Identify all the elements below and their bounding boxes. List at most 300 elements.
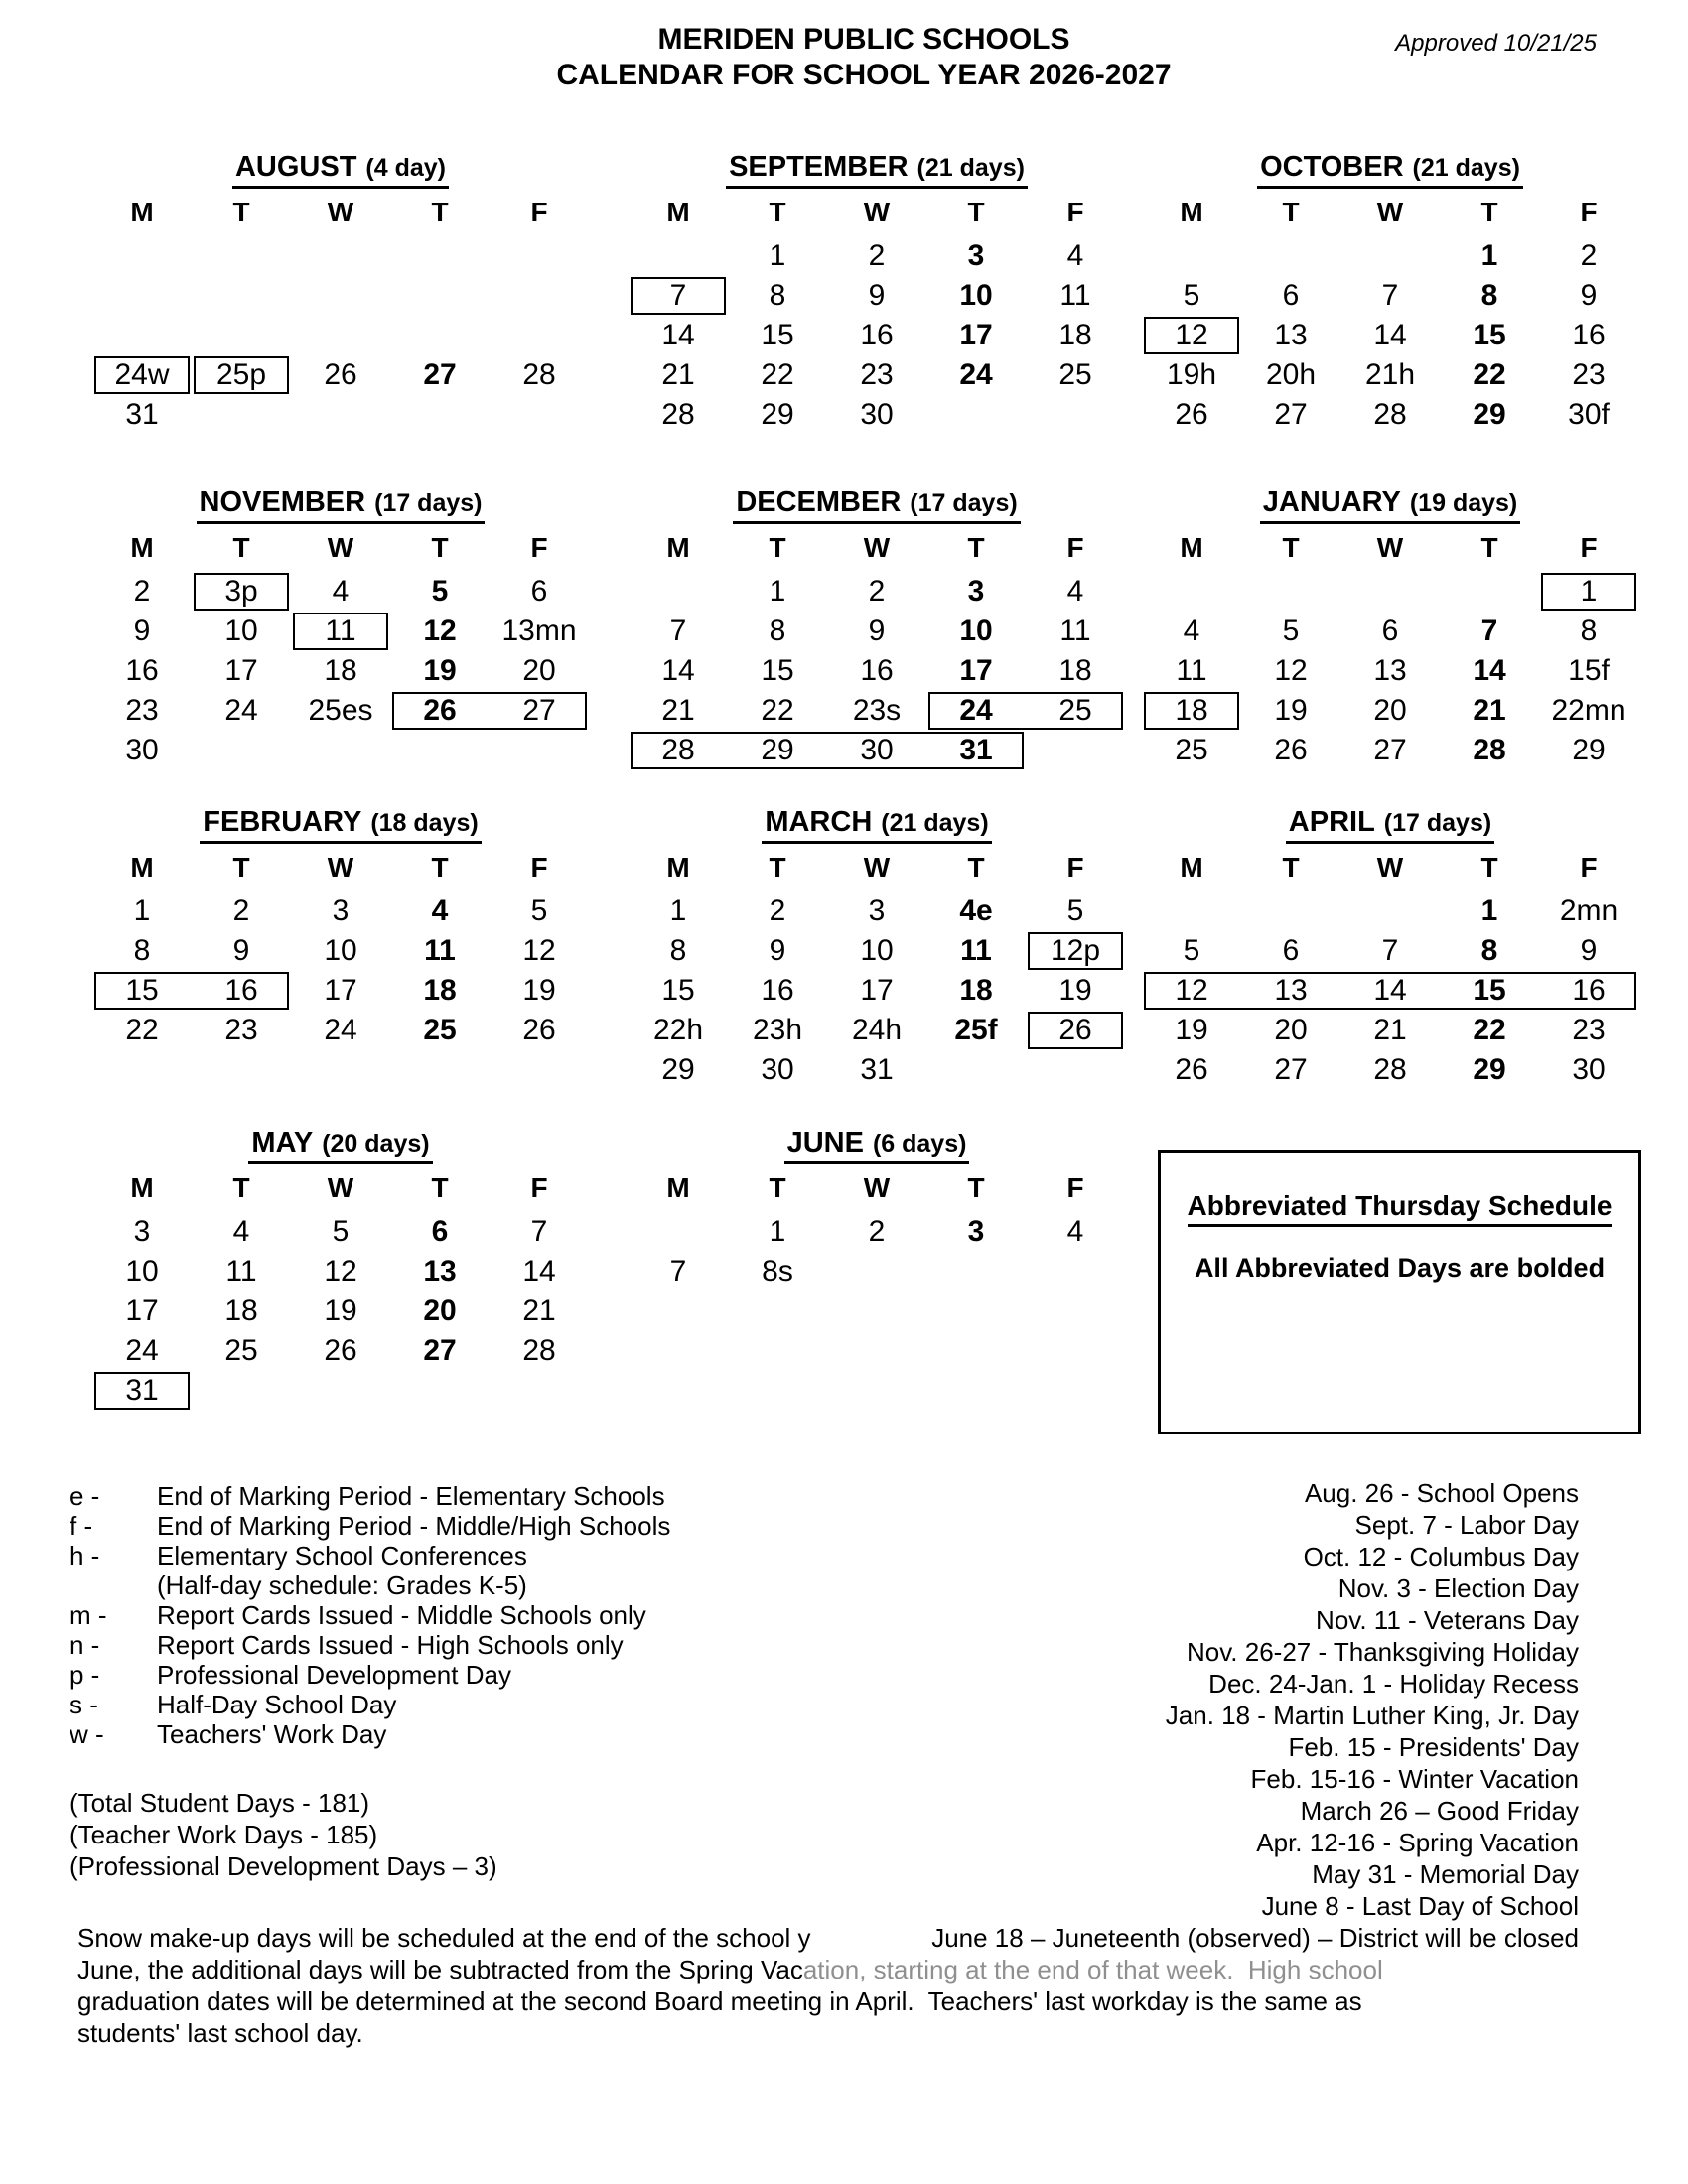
month-march xyxy=(629,806,1125,1090)
weekday-label: F xyxy=(1580,532,1598,563)
key-date-line: May 31 - Memorial Day xyxy=(1312,1859,1579,1889)
date-cell: 24 xyxy=(125,1334,159,1367)
legend-item xyxy=(70,1719,670,1749)
date-cell: 6 xyxy=(1381,614,1399,647)
key-date-line: March 26 – Good Friday xyxy=(1300,1796,1579,1826)
date-cell: 31 xyxy=(125,398,159,431)
date-cell: 23s xyxy=(852,694,902,727)
date-cell: 27 xyxy=(1274,398,1308,431)
date-cell: 17 xyxy=(959,319,993,351)
date-cell: 8 xyxy=(669,934,687,967)
date-cell: 29 xyxy=(1572,734,1606,766)
month-date-grid xyxy=(629,891,1125,1090)
date-cell: 13 xyxy=(423,1255,457,1288)
date-cell: 24h xyxy=(851,1014,903,1046)
weekday-label: W xyxy=(327,532,354,563)
date-cell: 22h xyxy=(652,1014,704,1046)
month-title xyxy=(1142,151,1638,195)
date-cell: 12 xyxy=(1175,319,1208,351)
weekday-label: M xyxy=(1180,532,1203,563)
date-cell: 24 xyxy=(959,358,993,391)
legend-item xyxy=(70,1660,670,1690)
legend-symbol: p - xyxy=(70,1660,100,1690)
date-cell: 11 xyxy=(1059,279,1091,312)
date-cell: 14 xyxy=(1373,319,1407,351)
month-date-grid xyxy=(629,1212,1125,1292)
weekday-label: T xyxy=(1480,197,1498,227)
date-cell: 8 xyxy=(1580,614,1598,647)
date-cell xyxy=(390,1371,490,1411)
date-cell: 21 xyxy=(661,358,695,391)
key-date-line: Feb. 15-16 - Winter Vacation xyxy=(1250,1764,1579,1794)
date-cell: 15 xyxy=(1473,319,1506,351)
date-cell xyxy=(92,236,192,276)
date-cell: 10 xyxy=(959,614,993,647)
weekday-label: W xyxy=(327,1172,354,1203)
date-cell: 15 xyxy=(1473,974,1506,1007)
date-cell: 19 xyxy=(1274,694,1308,727)
date-cell: 25 xyxy=(1058,358,1092,391)
key-date-line: June 18 – Juneteenth (observed) – District will be closed xyxy=(915,1922,1579,1954)
date-cell: 31 xyxy=(125,1374,159,1407)
weekday-label: T xyxy=(967,532,985,563)
date-cell: 25es xyxy=(308,694,373,727)
date-cell: 10 xyxy=(125,1255,159,1288)
date-cell: 13 xyxy=(1274,974,1308,1007)
date-cell: 15 xyxy=(761,654,794,687)
date-cell xyxy=(490,236,589,276)
date-cell: 28 xyxy=(1373,398,1407,431)
date-cell: 18 xyxy=(1058,654,1092,687)
highlight-box xyxy=(928,692,1123,730)
weekday-label: F xyxy=(530,532,548,563)
date-cell xyxy=(490,276,589,316)
month-title xyxy=(1142,486,1638,530)
month-date-grid xyxy=(92,891,589,1050)
month-day-count: (17 days) xyxy=(910,489,1018,517)
abbreviated-schedule-box xyxy=(1158,1150,1641,1434)
totals-line: (Total Student Days - 181) xyxy=(70,1788,370,1818)
date-cell: 6 xyxy=(1282,279,1300,312)
date-cell: 3 xyxy=(332,894,350,927)
date-cell: 17 xyxy=(860,974,894,1007)
date-cell: 20 xyxy=(522,654,556,687)
date-cell: 9 xyxy=(133,614,151,647)
weekday-header-row xyxy=(1142,197,1638,230)
date-cell xyxy=(192,276,291,316)
month-june xyxy=(629,1127,1125,1292)
weekday-label: T xyxy=(1480,852,1498,883)
weekday-label: F xyxy=(530,852,548,883)
date-cell: 8 xyxy=(133,934,151,967)
month-date-grid xyxy=(92,236,589,435)
weekday-header-row xyxy=(92,532,589,566)
date-cell: 28 xyxy=(661,734,695,766)
weekday-label: F xyxy=(530,197,548,227)
date-cell xyxy=(1026,731,1125,770)
date-cell: 28 xyxy=(1373,1053,1407,1086)
date-cell: 18 xyxy=(224,1295,258,1327)
date-cell: 11 xyxy=(424,934,456,967)
date-cell xyxy=(490,1371,589,1411)
weekday-label: M xyxy=(666,1172,690,1203)
paragraph-line-1: Snow make-up days will be scheduled at the end of the school y xyxy=(77,1923,811,1953)
date-cell: 16 xyxy=(860,654,894,687)
date-cell: 5 xyxy=(1183,279,1200,312)
weekday-label: F xyxy=(1066,532,1084,563)
date-cell: 30 xyxy=(1572,1053,1606,1086)
date-cell xyxy=(390,395,490,435)
date-cell: 22 xyxy=(1473,358,1506,391)
month-title xyxy=(629,486,1125,530)
highlight-box xyxy=(194,356,289,394)
date-cell: 26 xyxy=(1175,1053,1208,1086)
month-day-count: (20 days) xyxy=(322,1130,430,1158)
date-cell: 26 xyxy=(1175,398,1208,431)
date-cell: 21 xyxy=(522,1295,556,1327)
date-cell: 1 xyxy=(1580,575,1598,608)
date-cell: 24w xyxy=(114,358,170,391)
date-cell: 26 xyxy=(324,358,357,391)
month-name: SEPTEMBER xyxy=(729,151,909,183)
legend-item xyxy=(70,1541,670,1570)
date-cell: 28 xyxy=(661,398,695,431)
date-cell: 2 xyxy=(232,894,250,927)
date-cell: 15 xyxy=(125,974,159,1007)
date-cell: 28 xyxy=(522,1334,556,1367)
legend-description: Professional Development Day xyxy=(157,1660,511,1690)
month-title xyxy=(629,1127,1125,1170)
date-cell: 11 xyxy=(960,934,992,967)
date-cell xyxy=(291,731,390,770)
date-cell: 6 xyxy=(431,1215,449,1248)
date-cell: 18 xyxy=(1058,319,1092,351)
date-cell: 6 xyxy=(1282,934,1300,967)
date-cell: 4e xyxy=(959,894,993,927)
weekday-label: T xyxy=(232,852,250,883)
date-cell: 1 xyxy=(769,1215,786,1248)
weekday-label: T xyxy=(967,1172,985,1203)
weekday-label: W xyxy=(327,852,354,883)
weekday-header-row xyxy=(92,852,589,886)
date-cell: 27 xyxy=(522,694,556,727)
date-cell: 20 xyxy=(423,1295,457,1327)
weekday-label: T xyxy=(431,1172,449,1203)
date-cell xyxy=(1340,572,1440,612)
legend-item xyxy=(70,1600,670,1630)
date-cell xyxy=(390,731,490,770)
weekday-header-row xyxy=(92,197,589,230)
totals-line: (Teacher Work Days - 185) xyxy=(70,1820,378,1849)
date-cell: 17 xyxy=(324,974,357,1007)
date-cell: 18 xyxy=(1175,694,1208,727)
date-cell: 12 xyxy=(324,1255,357,1288)
date-cell: 7 xyxy=(669,614,687,647)
date-cell: 24 xyxy=(224,694,258,727)
date-cell: 9 xyxy=(1580,934,1598,967)
month-date-grid xyxy=(1142,891,1638,1090)
date-cell xyxy=(390,316,490,355)
date-cell: 25 xyxy=(423,1014,457,1046)
date-cell: 29 xyxy=(1473,1053,1506,1086)
weekday-label: F xyxy=(1066,852,1084,883)
month-day-count: (6 days) xyxy=(872,1130,967,1158)
date-cell: 4 xyxy=(431,894,449,927)
highlight-box xyxy=(1144,972,1636,1010)
date-cell: 16 xyxy=(224,974,258,1007)
date-cell: 26 xyxy=(1274,734,1308,766)
date-cell: 27 xyxy=(1373,734,1407,766)
legend-item xyxy=(70,1630,670,1660)
date-cell: 22mn xyxy=(1551,694,1626,727)
date-cell: 8 xyxy=(769,614,786,647)
weekday-label: T xyxy=(769,1172,786,1203)
legend-description: Elementary School Conferences xyxy=(157,1541,527,1570)
date-cell: 10 xyxy=(959,279,993,312)
date-cell: 4 xyxy=(232,1215,250,1248)
date-cell xyxy=(629,1212,728,1252)
date-cell: 6 xyxy=(530,575,548,608)
month-date-grid xyxy=(629,572,1125,770)
weekday-label: T xyxy=(769,532,786,563)
date-cell xyxy=(490,316,589,355)
date-cell: 30 xyxy=(860,734,894,766)
weekday-label: T xyxy=(1282,197,1300,227)
date-cell xyxy=(629,236,728,276)
date-cell: 9 xyxy=(868,614,886,647)
date-cell: 30 xyxy=(125,734,159,766)
date-cell: 5 xyxy=(530,894,548,927)
date-cell: 7 xyxy=(530,1215,548,1248)
weekday-label: M xyxy=(666,197,690,227)
weekday-label: W xyxy=(863,852,891,883)
date-cell: 2 xyxy=(868,575,886,608)
date-cell: 30 xyxy=(761,1053,794,1086)
month-date-grid xyxy=(1142,236,1638,435)
date-cell: 11 xyxy=(225,1255,257,1288)
highlight-box xyxy=(94,972,289,1010)
date-cell xyxy=(490,731,589,770)
month-february xyxy=(92,806,589,1050)
legend-item xyxy=(70,1481,670,1511)
date-cell: 27 xyxy=(423,1334,457,1367)
date-cell: 25p xyxy=(215,358,267,391)
weekday-label: T xyxy=(967,197,985,227)
date-cell: 26 xyxy=(522,1014,556,1046)
date-cell: 9 xyxy=(769,934,786,967)
date-cell: 22 xyxy=(761,694,794,727)
month-name: MAY xyxy=(251,1127,314,1159)
date-cell: 25 xyxy=(224,1334,258,1367)
date-cell: 4 xyxy=(1066,239,1084,272)
date-cell: 9 xyxy=(868,279,886,312)
date-cell: 19h xyxy=(1166,358,1217,391)
totals-line: (Professional Development Days – 3) xyxy=(70,1851,497,1881)
weekday-label: M xyxy=(130,1172,154,1203)
date-cell xyxy=(92,276,192,316)
date-cell: 25 xyxy=(1058,694,1092,727)
date-cell xyxy=(1142,572,1241,612)
date-cell: 15 xyxy=(761,319,794,351)
weekday-label: W xyxy=(863,1172,891,1203)
date-cell: 11 xyxy=(325,614,356,647)
legend-description: Report Cards Issued - Middle Schools only xyxy=(157,1600,646,1630)
date-cell: 18 xyxy=(959,974,993,1007)
weekday-label: F xyxy=(1066,197,1084,227)
highlight-box xyxy=(94,356,190,394)
date-cell xyxy=(1026,395,1125,435)
date-cell: 4 xyxy=(1066,575,1084,608)
weekday-header-row xyxy=(629,1172,1125,1206)
legend-description: Teachers' Work Day xyxy=(157,1719,387,1749)
weekday-label: M xyxy=(1180,852,1203,883)
date-cell xyxy=(390,276,490,316)
legend-symbol: e - xyxy=(70,1481,100,1511)
weekday-label: T xyxy=(431,852,449,883)
month-title xyxy=(92,486,589,530)
date-cell: 21h xyxy=(1364,358,1416,391)
month-title xyxy=(92,1127,589,1170)
weekday-label: T xyxy=(232,197,250,227)
weekday-header-row xyxy=(629,197,1125,230)
date-cell: 12 xyxy=(522,934,556,967)
date-cell: 2 xyxy=(868,239,886,272)
date-cell xyxy=(291,236,390,276)
date-cell: 8 xyxy=(769,279,786,312)
date-cell: 12 xyxy=(423,614,457,647)
key-date-line: Feb. 15 - Presidents' Day xyxy=(1288,1732,1579,1762)
highlight-box xyxy=(293,613,388,650)
date-cell: 1 xyxy=(769,239,786,272)
weekday-header-row xyxy=(1142,532,1638,566)
weekday-label: M xyxy=(130,852,154,883)
page-title-line1: MERIDEN PUBLIC SCHOOLS xyxy=(657,23,1070,56)
date-cell xyxy=(1142,891,1241,931)
date-cell: 5 xyxy=(1183,934,1200,967)
weekday-label: F xyxy=(1580,197,1598,227)
date-cell xyxy=(192,731,291,770)
highlight-box xyxy=(194,573,289,611)
date-cell: 2 xyxy=(868,1215,886,1248)
date-cell: 21 xyxy=(1473,694,1506,727)
highlight-box xyxy=(1144,692,1239,730)
paragraph-line-2: June, the additional days will be subtracted from the Spring Vacation, starting at the end of that week. High school xyxy=(77,1955,1383,1984)
month-name: NOVEMBER xyxy=(199,486,366,518)
date-cell: 11 xyxy=(1176,654,1207,687)
legend-symbol: s - xyxy=(70,1690,98,1719)
date-cell: 5 xyxy=(1066,894,1084,927)
legend-description: (Half-day schedule: Grades K-5) xyxy=(157,1570,527,1600)
date-cell xyxy=(1340,891,1440,931)
month-november xyxy=(92,486,589,770)
month-title xyxy=(92,151,589,195)
key-dates-list xyxy=(915,1477,1579,1954)
date-cell: 3 xyxy=(967,1215,985,1248)
highlight-box xyxy=(1028,1012,1123,1049)
weekday-label: W xyxy=(863,532,891,563)
key-date-line: Apr. 12-16 - Spring Vacation xyxy=(1256,1828,1579,1857)
date-cell: 23 xyxy=(860,358,894,391)
month-date-grid xyxy=(92,572,589,770)
date-cell: 12p xyxy=(1050,934,1101,967)
date-cell: 25 xyxy=(1175,734,1208,766)
page-title-line2: CALENDAR FOR SCHOOL YEAR 2026-2027 xyxy=(556,59,1172,91)
highlight-box xyxy=(392,692,587,730)
legend-description: End of Marking Period - Middle/High Schools xyxy=(157,1511,671,1541)
date-cell: 14 xyxy=(661,319,695,351)
date-cell: 17 xyxy=(959,654,993,687)
date-cell: 15 xyxy=(661,974,695,1007)
weekday-label: M xyxy=(666,532,690,563)
month-title xyxy=(1142,806,1638,850)
date-cell xyxy=(1340,236,1440,276)
date-cell: 2mn xyxy=(1559,894,1618,927)
abbreviated-schedule-title: Abbreviated Thursday Schedule xyxy=(1188,1190,1613,1227)
month-day-count: (17 days) xyxy=(1383,809,1492,837)
weekday-header-row xyxy=(629,852,1125,886)
date-cell: 12 xyxy=(1274,654,1308,687)
month-august xyxy=(92,151,589,435)
weekday-label: T xyxy=(1282,852,1300,883)
month-name: JUNE xyxy=(786,1127,864,1159)
date-cell: 4 xyxy=(332,575,350,608)
date-cell: 7 xyxy=(669,279,687,312)
date-cell: 24 xyxy=(959,694,993,727)
date-cell xyxy=(1142,236,1241,276)
date-cell xyxy=(827,1252,926,1292)
date-cell: 26 xyxy=(324,1334,357,1367)
date-cell: 9 xyxy=(232,934,250,967)
date-cell xyxy=(192,395,291,435)
legend-symbol: w - xyxy=(70,1719,104,1749)
date-cell: 16 xyxy=(1572,974,1606,1007)
weekday-header-row xyxy=(92,1172,589,1206)
weekday-label: T xyxy=(431,532,449,563)
date-cell: 25f xyxy=(954,1014,998,1046)
date-cell: 8s xyxy=(762,1255,793,1288)
highlight-box xyxy=(94,1372,190,1410)
date-cell xyxy=(291,1371,390,1411)
highlight-box xyxy=(631,732,1024,769)
date-cell xyxy=(192,1371,291,1411)
month-date-grid xyxy=(1142,572,1638,770)
date-cell xyxy=(1026,1050,1125,1090)
month-april xyxy=(1142,806,1638,1090)
month-name: AUGUST xyxy=(234,151,357,183)
month-day-count: (18 days) xyxy=(370,809,479,837)
weekday-label: M xyxy=(1180,197,1203,227)
date-cell: 8 xyxy=(1480,279,1498,312)
weekday-header-row xyxy=(1142,852,1638,886)
date-cell: 16 xyxy=(125,654,159,687)
date-cell: 23 xyxy=(224,1014,258,1046)
weekday-label: T xyxy=(1480,532,1498,563)
key-date-line: Nov. 3 - Election Day xyxy=(1337,1573,1579,1603)
date-cell: 19 xyxy=(324,1295,357,1327)
weekday-label: W xyxy=(327,197,354,227)
date-cell: 19 xyxy=(423,654,457,687)
date-cell xyxy=(1241,236,1340,276)
month-date-grid xyxy=(629,236,1125,435)
date-cell: 3 xyxy=(133,1215,151,1248)
date-cell: 19 xyxy=(522,974,556,1007)
month-title xyxy=(629,806,1125,850)
date-cell: 5 xyxy=(332,1215,350,1248)
month-may xyxy=(92,1127,589,1411)
date-cell: 17 xyxy=(125,1295,159,1327)
totals xyxy=(70,1787,497,1882)
weekday-label: M xyxy=(666,852,690,883)
